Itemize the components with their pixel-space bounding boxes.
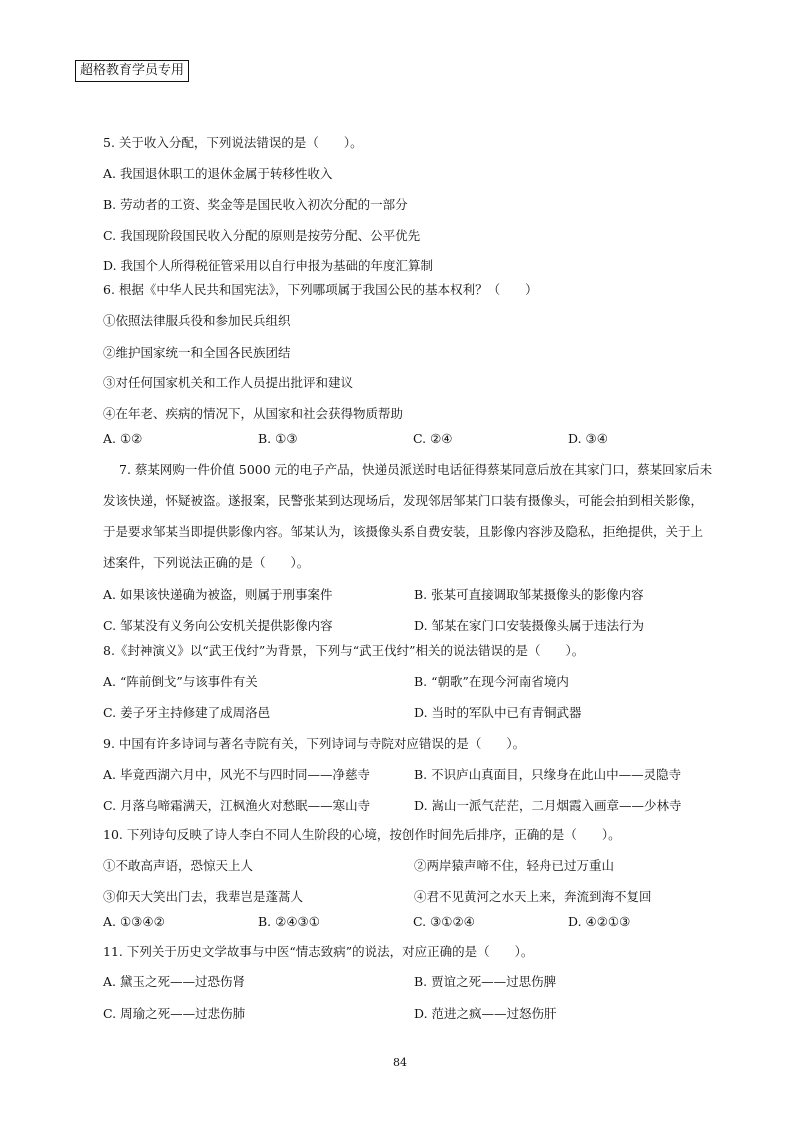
q11-option-a: A. 黛玉之死——过恐伤肾 — [103, 974, 245, 989]
q5-stem: 5. 关于收入分配，下列说法错误的是（ ）。 — [103, 135, 363, 150]
q7-line-2: 发该快递，怀疑被盗。遂报案，民警张某到达现场后，发现邻居邹某门口装有摄像头，可能会拍到相关影像， — [103, 493, 704, 508]
q7-line-3: 于是要求邹某当即提供影像内容。邹某认为，该摄像头系自费安装，且影像内容涉及隐私，拒绝提供，关于上 — [103, 524, 704, 539]
q10-stem: 10. 下列诗句反映了诗人李白不同人生阶段的心境，按创作时间先后排序，正确的是（ ）。 — [103, 827, 621, 842]
q6-statement-1: ①依照法律服兵役和参加民兵组织 — [103, 313, 291, 328]
q11-option-d: D. 范进之疯——过怒伤肝 — [414, 1006, 557, 1021]
q10-statement-1: ①不敢高声语，恐惊天上人 — [103, 858, 254, 873]
q7-option-a: A. 如果该快递确为被盗，则属于刑事案件 — [103, 587, 333, 602]
q10-statement-2: ②两岸猿声啼不住，轻舟已过万重山 — [414, 858, 615, 873]
q6-stem: 6. 根据《中华人民共和国宪法》，下列哪项属于我国公民的基本权利？（ ） — [103, 282, 538, 297]
q5-option-b: B. 劳动者的工资、奖金等是国民收入初次分配的一部分 — [103, 197, 408, 212]
q7-option-b: B. 张某可直接调取邹某摄像头的影像内容 — [414, 587, 644, 602]
q9-option-a: A. 毕竟西湖六月中，风光不与四时同——净慈寺 — [103, 767, 370, 782]
q7-line-4: 述案件，下列说法正确的是（ ）。 — [103, 555, 310, 570]
q9-option-b: B. 不识庐山真面目，只缘身在此山中——灵隐寺 — [414, 767, 682, 782]
q6-statement-2: ②维护国家统一和全国各民族团结 — [103, 345, 291, 360]
q6-option-c: C. ②④ — [413, 431, 453, 446]
q6-statement-4: ④在年老、疾病的情况下，从国家和社会获得物质帮助 — [103, 406, 404, 421]
q9-option-c: C. 月落乌啼霜满天，江枫渔火对愁眠——寒山寺 — [103, 798, 371, 813]
header-stamp: 超格教育学员专用 — [75, 60, 189, 82]
q11-option-b: B. 贾谊之死——过思伤脾 — [414, 974, 557, 989]
q11-option-c: C. 周瑜之死——过悲伤肺 — [103, 1006, 246, 1021]
q5-option-d: D. 我国个人所得税征管采用以自行申报为基础的年度汇算制 — [103, 258, 434, 273]
q7-option-d: D. 邹某在家门口安装摄像头属于违法行为 — [414, 618, 645, 633]
q7-line-1: 7. 蔡某网购一件价值 5000 元的电子产品，快递员派送时电话征得蔡某同意后放在其家门口，蔡某回家后未 — [119, 462, 713, 477]
q6-option-d: D. ③④ — [568, 431, 608, 446]
q10-option-c: C. ③①②④ — [413, 914, 475, 929]
q8-option-d: D. 当时的军队中已有青铜武器 — [414, 705, 582, 720]
page-number: 84 — [393, 1056, 407, 1069]
q8-option-a: A. “阵前倒戈”与该事件有关 — [103, 674, 258, 689]
q6-statement-3: ③对任何国家机关和工作人员提出批评和建议 — [103, 375, 354, 390]
q6-option-a: A. ①② — [103, 431, 143, 446]
q7-option-c: C. 邹某没有义务向公安机关提供影像内容 — [103, 618, 333, 633]
q10-option-d: D. ④②①③ — [568, 914, 631, 929]
q8-stem: 8.《封神演义》以“武王伐纣”为背景，下列与“武王伐纣”相关的说法错误的是（ ）。 — [103, 643, 585, 658]
q10-statement-3: ③仰天大笑出门去，我辈岂是蓬蒿人 — [103, 889, 304, 904]
q6-option-b: B. ①③ — [258, 431, 298, 446]
q10-option-b: B. ②④③① — [258, 914, 320, 929]
q8-option-b: B. “朝歌”在现今河南省境内 — [414, 674, 569, 689]
q9-option-d: D. 嵩山一派气茫茫，二月烟霞入画章——少林寺 — [414, 798, 682, 813]
q5-option-c: C. 我国现阶段国民收入分配的原则是按劳分配、公平优先 — [103, 228, 421, 243]
q11-stem: 11. 下列关于历史文学故事与中医“情志致病”的说法，对应正确的是（ ）。 — [103, 944, 534, 959]
q5-option-a: A. 我国退休职工的退休金属于转移性收入 — [103, 166, 333, 181]
q8-option-c: C. 姜子牙主持修建了成周洛邑 — [103, 705, 271, 720]
q9-stem: 9. 中国有许多诗词与著名寺院有关，下列诗词与寺院对应错误的是（ ）。 — [103, 736, 526, 751]
q10-option-a: A. ①③④② — [103, 914, 165, 929]
q10-statement-4: ④君不见黄河之水天上来，奔流到海不复回 — [414, 889, 652, 904]
